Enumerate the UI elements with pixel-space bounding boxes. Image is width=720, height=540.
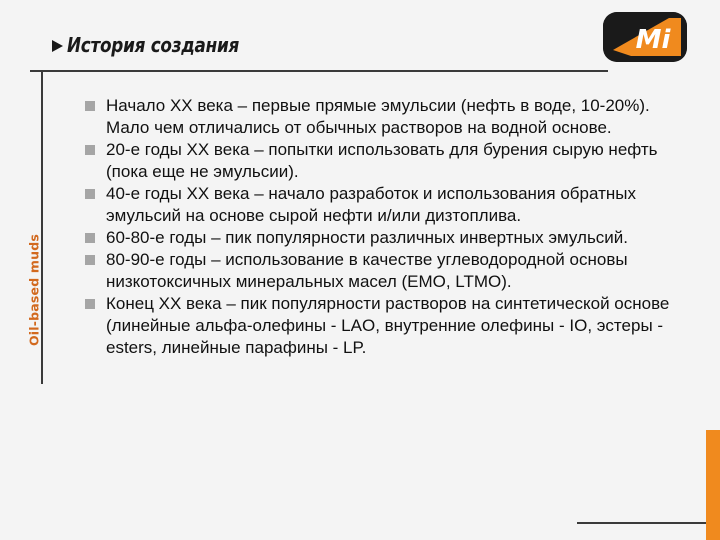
- bullet-text: 60-80-е годы – пик популярности различных инвертных эмульсий.: [106, 228, 629, 247]
- list-item: [85, 249, 685, 293]
- bullet-text: 80-90-е годы – использование в качестве углеводородной основы низкотоксичных минеральных масел (EMO, LTMO).: [106, 250, 628, 291]
- history-bullet-list: [85, 95, 685, 359]
- list-item: [85, 95, 685, 139]
- square-bullet-icon: [85, 101, 95, 111]
- corner-accent-bar: [706, 430, 720, 540]
- square-bullet-icon: [85, 255, 95, 265]
- square-bullet-icon: [85, 233, 95, 243]
- bullet-text: Начало XX века – первые прямые эмульсии (нефть в воде, 10-20%). Мало чем отличались от обычных растворов на водной основе.: [106, 96, 650, 137]
- mi-logo: [603, 12, 687, 62]
- list-item: [85, 293, 685, 359]
- logo-text: Mi: [635, 25, 671, 55]
- bullet-text: Конец XX века – пик популярности растворов на синтетической основе (линейные альфа-олефины - LAO, внутренние олефины - IO, эстеры - esters, линейные парафины - LP.: [106, 294, 670, 357]
- slide-title: [52, 33, 272, 57]
- title-divider: [30, 70, 608, 72]
- play-arrow-icon: [52, 40, 63, 52]
- list-item: [85, 227, 685, 249]
- bullet-text: 20-е годы XX века – попытки использовать для бурения сырую нефть (пока еще не эмульсии).: [106, 140, 658, 181]
- square-bullet-icon: [85, 145, 95, 155]
- bullet-text: 40-е годы XX века – начало разработок и использования обратных эмульсий на основе сырой нефти и/или дизтоплива.: [106, 184, 636, 225]
- mi-logo-graphic: [603, 12, 687, 62]
- square-bullet-icon: [85, 189, 95, 199]
- side-section-label: Oil-based muds: [26, 233, 42, 347]
- list-item: [85, 139, 685, 183]
- bottom-divider: [577, 522, 720, 524]
- list-item: [85, 183, 685, 227]
- square-bullet-icon: [85, 299, 95, 309]
- title-text: История создания: [67, 33, 240, 57]
